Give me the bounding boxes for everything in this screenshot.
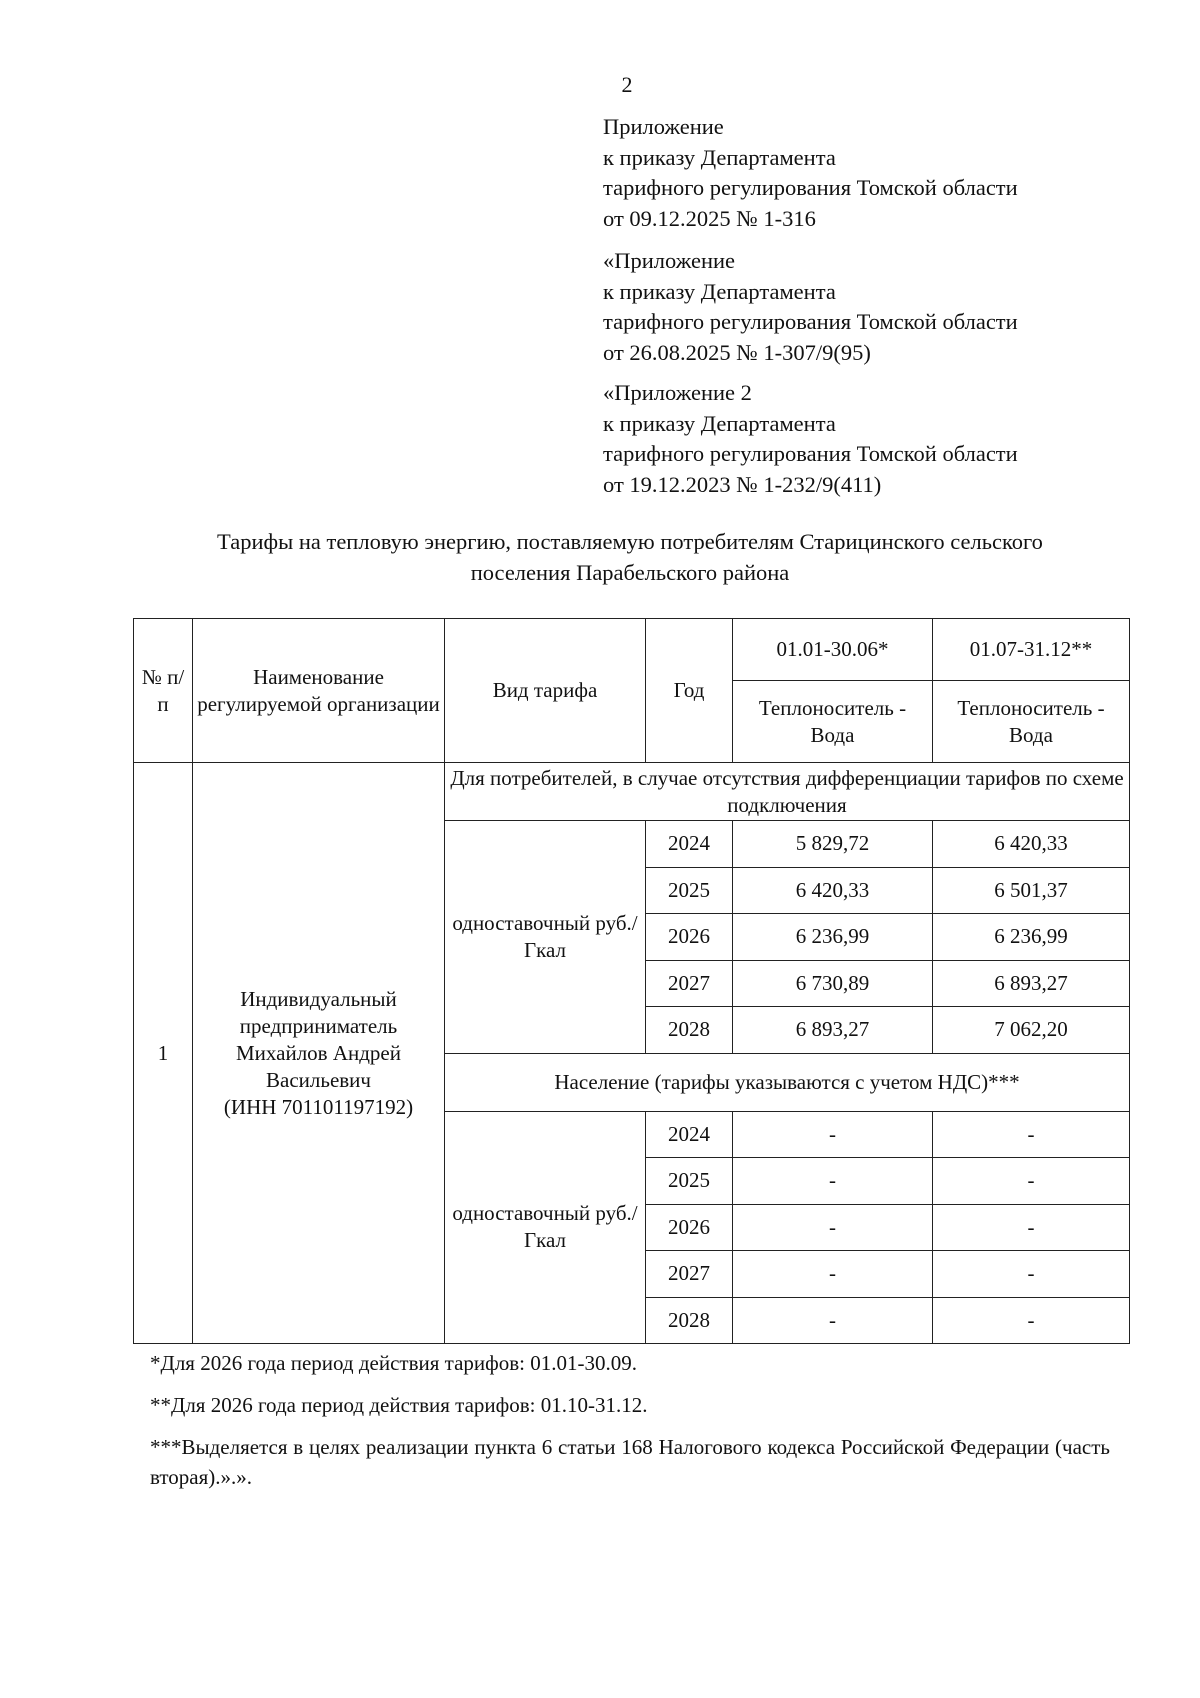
tariff-value: - [933,1111,1130,1158]
tariff-value: 6 420,33 [733,867,933,914]
header-period-1: 01.01-30.06* [733,619,933,681]
tariff-value: 6 893,27 [933,960,1130,1007]
appendix-line: от 09.12.2025 № 1-316 [603,205,816,231]
appendix-line: от 26.08.2025 № 1-307/9(95) [603,339,871,365]
appendix-line: тарифного регулирования Томской области [603,175,1018,200]
organization-line: Михайлов Андрей [236,1040,401,1065]
year-cell: 2028 [646,1007,733,1054]
document-title [120,526,1140,588]
header-number: № п/п [134,619,193,763]
header-tariff-kind: Вид тарифа [445,619,646,763]
tariff-value: 5 829,72 [733,821,933,868]
year-cell: 2026 [646,1204,733,1251]
appendix-line: тарифного регулирования Томской области [603,441,1018,466]
appendix-line: к приказу Департамента [603,410,836,436]
tariff-value: - [733,1251,933,1298]
section-title-population: Население (тарифы указываются с учетом НДС)*** [445,1053,1130,1111]
tariff-value: - [933,1158,1130,1205]
appendix-header-2025-order [603,246,1123,368]
year-cell: 2026 [646,914,733,961]
appendix-line: к приказу Департамента [603,278,836,304]
year-cell: 2027 [646,1251,733,1298]
tariff-value: 7 062,20 [933,1007,1130,1054]
tariff-value: - [933,1204,1130,1251]
tariff-value: - [933,1297,1130,1344]
header-year: Год [646,619,733,763]
section-title-general: Для потребителей, в случае отсутствия дифференциации тарифов по схеме подключения [445,763,1130,821]
organization-line: предприниматель [239,1013,398,1038]
tariff-value: - [733,1204,933,1251]
footnote: *Для 2026 года период действия тарифов: 01.01-30.09. [150,1351,637,1375]
organization-line: Индивидуальный [240,986,397,1011]
year-cell: 2028 [646,1297,733,1344]
appendix-line: к приказу Департамента [603,144,836,170]
appendix-line: Приложение [603,114,724,139]
tariff-value: 6 236,99 [733,914,933,961]
tariff-value: - [733,1297,933,1344]
page-number: 2 [621,72,633,97]
tariff-table [133,618,1130,1344]
organization-name [193,763,445,1344]
appendix-header-2023-order [603,378,1123,500]
appendix-header-current-order [603,112,1123,234]
footnotes [150,1348,1110,1504]
header-period-2: 01.07-31.12** [933,619,1130,681]
header-organization: Наименование регулируемой организации [193,619,445,763]
row-number: 1 [134,763,193,1344]
footnote: **Для 2026 года период действия тарифов: 01.10-31.12. [150,1393,648,1417]
appendix-line: от 19.12.2023 № 1-232/9(411) [603,471,882,497]
tariff-value: - [733,1158,933,1205]
organization-line: Васильевич [266,1067,371,1092]
year-cell: 2024 [646,1111,733,1158]
title-line: Тарифы на тепловую энергию, поставляемую потребителям Старицинского сельского [217,529,1043,554]
year-cell: 2025 [646,867,733,914]
tariff-value: 6 893,27 [733,1007,933,1054]
appendix-line: тарифного регулирования Томской области [603,309,1018,334]
header-carrier-1: Теплоноситель - Вода [733,681,933,763]
header-carrier-2: Теплоноситель - Вода [933,681,1130,763]
year-cell: 2024 [646,821,733,868]
appendix-line: «Приложение 2 [603,380,752,405]
organization-line: (ИНН 701101197192) [223,1094,414,1119]
tariff-value: - [733,1111,933,1158]
title-line: поселения Парабельского района [470,560,790,585]
appendix-line: «Приложение [603,248,736,273]
tariff-value: 6 730,89 [733,960,933,1007]
year-cell: 2027 [646,960,733,1007]
tariff-value: - [933,1251,1130,1298]
tariff-kind: одноставочный руб./Гкал [445,821,646,1054]
year-cell: 2025 [646,1158,733,1205]
tariff-value: 6 236,99 [933,914,1130,961]
tariff-kind: одноставочный руб./Гкал [445,1111,646,1344]
tariff-value: 6 501,37 [933,867,1130,914]
footnote: ***Выделяется в целях реализации пункта 6 статьи 168 Налогового кодекса Российской Федерации (часть вторая).».». [150,1435,1110,1489]
tariff-value: 6 420,33 [933,821,1130,868]
